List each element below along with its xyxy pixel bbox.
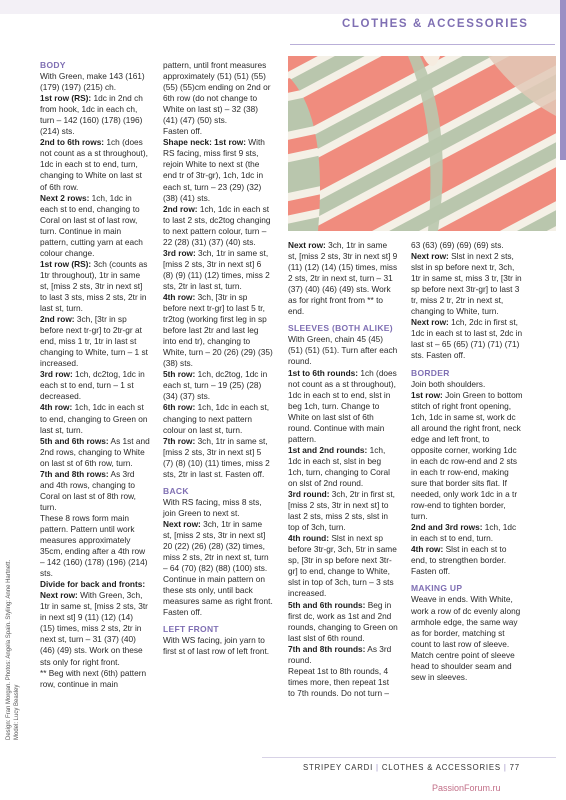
pattern-paragraph [40,513,150,579]
instruction-text: 63 (63) (69) (69) (69) sts. [411,240,504,250]
instruction-text: 1ch, 1dc in each st, changing to next pattern colour on last st, turn. [163,402,270,435]
footer-divider [262,757,556,758]
pattern-paragraph [40,590,150,667]
instruction-text: Join both shoulders. [411,378,486,389]
section-heading: SLEEVES (BOTH ALIKE) [288,323,393,334]
row-label: 1st and 2nd rounds: [288,444,368,455]
instruction-text: 3ch, 1tr in same st, [miss 2 sts, 3tr in next st] 20 (22) (26) (28) (32) times, miss 2 sts, 2tr in next st, turn – 64 (70) (82) (88) (100) sts. Continue in main pattern on these sts only, until back measures same as right front. Fasten off. [163,518,273,618]
column-3 [288,240,398,699]
instruction-text: 1ch, 1dc in each st to end, changing to Coral on last st of last row, turn. Continue in main pattern, cutting yarn at each colour change. [40,192,143,258]
row-label: 7th row: [163,435,196,446]
pattern-paragraph [288,533,398,599]
pattern-paragraph [40,193,150,259]
row-label: 7th and 8th rounds: [288,643,366,654]
header-divider [290,44,555,45]
pattern-paragraph [288,334,398,367]
instruction-text: pattern, until front measures approximately (51) (51) (55) (55) (55)cm ending on 2nd or 6th row (do not change to White on last st) – 32 (38) (41) (47) (50) sts. [163,60,271,126]
column-1 [40,60,150,690]
row-label: 4th row: [411,544,444,555]
row-label: 2nd and 3rd rows: [411,522,483,533]
instruction-text: Fasten off. [163,126,203,137]
cardigan-photo [288,56,556,231]
row-label: 3rd round: [288,489,330,500]
pattern-paragraph [40,579,150,590]
footer-magazine: STRIPEY CARDI [303,763,374,772]
pattern-paragraph [411,594,523,682]
row-label: Next row: [411,317,449,328]
instruction-text: With Green, 3ch, 1tr in same st, [miss 2 sts, 3tr in next st] 9 (11) (12) (14) (15) times, miss 2 sts, 2tr in next st, turn – 31 (37) (40) (46) (49) sts. Work on these sts only for right front. [40,590,148,667]
page-footer [303,763,520,772]
top-band [0,0,566,14]
row-label: 3rd row: [163,247,196,258]
pattern-paragraph [163,635,273,657]
section-heading: MAKING UP [411,583,463,594]
row-label: Next 2 rows: [40,192,90,203]
pattern-paragraph [163,402,273,435]
pattern-paragraph [163,519,273,618]
row-label: 5th and 6th rows: [40,435,109,446]
instruction-text: 3ch, 1tr in same st, [miss 2 sts, 3tr in next st] 5 (7) (8) (10) (11) times, miss 2 sts, 2tr in last st. Fasten off. [163,435,270,479]
instruction-text: 3ch, 2tr in first st, [miss 2 sts, 3tr in next st] to last 2 sts, miss 2 sts, slst in top of 3ch, turn. [288,489,395,533]
striped-cardigan-illustration [288,56,556,231]
instruction-text: 3ch, [3tr in sp before next tr-gr] to 2tr-gr at end, miss 1 tr, 1tr in last st changing to White, turn – 1 st increased. [40,314,148,369]
pattern-paragraph [411,390,523,523]
watermark: PassionForum.ru [432,783,501,793]
instruction-text: 1ch, dc2tog, 1dc in each st to end, turn – 1 st decreased. [40,369,145,402]
instruction-text: Join Green to bottom stitch of right front opening, 1ch, 1dc in same st, work dc all around the right front, neck edge and left front, to opposite corner, working 1dc in each dc row-end and 2 sts in each tr row-end, making sure that border sits flat. If needed, only work 1dc in a tr row-end to tighten border, turn. [411,389,523,522]
pattern-paragraph [163,497,273,519]
row-label: Divide for back and fronts: [40,579,146,590]
row-label: 6th row: [163,402,196,413]
instruction-text: 1ch, 1dc in each st to last 2 sts, dc2tog changing to next pattern colour, turn – 22 (28) (31) (37) (40) sts. [163,203,271,247]
pattern-paragraph [40,668,150,690]
pattern-paragraph [288,489,398,533]
row-label: 4th row: [40,402,73,413]
row-label: 1st row (RS): [40,258,92,269]
pattern-paragraph [163,436,273,480]
instruction-text: With Green, make 143 (161) (179) (197) (215) ch. [40,71,145,93]
pattern-paragraph [40,71,150,93]
page-number: 77 [509,763,520,772]
column-2 [163,60,273,657]
instruction-text: 1ch (does not count as a st throughout), 1dc in each st to end, turn, changing to White on last st of 6th row. [40,137,148,192]
instruction-text: As 3rd and 4th rows, changing to Coral on last st of 8th row, turn. [40,468,136,512]
pattern-paragraph [288,240,398,317]
instruction-text: As 3rd round. [288,643,392,665]
instruction-text: With WS facing, join yarn to first st of last row of left front. [163,635,270,657]
row-label: 5th row: [163,369,196,380]
section-heading: LEFT FRONT [163,624,219,635]
row-label: 5th and 6th rounds: [288,599,366,610]
row-label: 4th row: [163,291,196,302]
instruction-text: 1ch (does not count as a st throughout), 1dc in each st to end, slst in beg 1ch, turn. Change to White on last slst of 6th round. Continue with main pattern. [288,367,397,444]
pattern-paragraph [411,522,523,544]
section-heading: BACK [163,485,189,496]
row-label: Shape neck: 1st row: [163,137,246,148]
instruction-text: 3ch, 1tr in same st, [miss 2 sts, 3tr in next st] 9 (11) (12) (14) (15) times, miss 2 sts, 2tr in next st, turn – 31 (37) (40) (46) (49) sts. Work as for right front from ** to end. [288,240,398,317]
pattern-paragraph [163,292,273,369]
section-heading: BODY [40,60,66,70]
instruction-text: Slst in next sp before 3tr-gr, 3ch, 5tr in same sp, [3tr in sp before next 3tr-gr] to end, change to White, slst in top of 3ch, turn – 3 sts increased. [288,533,397,599]
row-label: 1st to 6th rounds: [288,367,359,378]
row-label: 1st row (RS): [40,93,92,104]
credit-line-2: Model: Lucy Beasley [14,684,20,740]
row-label: 2nd row: [40,314,75,325]
pattern-paragraph [411,317,523,361]
pattern-paragraph [40,369,150,402]
pattern-paragraph [288,644,398,666]
row-label: 3rd row: [40,369,73,380]
pattern-paragraph [40,93,150,137]
section-title: CLOTHES & ACCESSORIES [342,18,529,30]
row-label: 1st row: [411,389,443,400]
row-label: 2nd row: [163,203,198,214]
row-label: 2nd to 6th rows: [40,137,105,148]
instruction-text: As 1st and 2nd rows, changing to White on last st of 6th row, turn. [40,435,150,468]
pattern-paragraph [288,600,398,644]
pattern-paragraph [411,251,523,317]
instruction-text: These 8 rows form main pattern. Pattern until work measures approximately 35cm, ending after a 4th row – 142 (160) (178) (196) (214) sts. [40,512,148,579]
instruction-text: With Green, chain 45 (45) (51) (51) (51). Turn after each round. [288,334,398,367]
instruction-text: Repeat 1st to 8th rounds, 4 times more, then repeat 1st to 7th rounds. Do not turn – [288,665,390,698]
instruction-text: 1ch, dc2tog, 1dc in each st, turn – 19 (25) (28) (34) (37) sts. [163,369,268,402]
instruction-text: 1ch, 1dc in each st to end, changing to Green on last st, turn. [40,402,148,435]
instruction-text: With RS facing, miss first 9 sts, rejoin White to next st (the end tr of 3tr-gr), 1ch, 1dc in each st, turn – 23 (29) (32) (38) (41) sts. [163,137,265,203]
pattern-paragraph [288,445,398,489]
instruction-text: Slst in each st to end, to strengthen border. Fasten off. [411,544,507,577]
page-edge-accent [560,0,566,160]
instruction-text: 1ch, 2dc in first st, 1dc in each st to last st, 2dc in last st – 65 (65) (71) (71) (71) sts. Fasten off. [411,317,523,361]
column-4 [411,240,523,683]
pattern-paragraph [163,60,273,126]
instruction-text: Slst in next 2 sts, slst in sp before next tr, 3ch, 1tr in same st, miss 3 tr, [3tr in sp before next 3tr-gr] to last 3 tr, miss 2 tr, 2tr in next st, changing to White, turn. [411,251,522,317]
photo-credits [6,540,38,740]
instruction-text: Weave in ends. With White, work a row of dc evenly along armhole edge, the same way as for border, matching st count to last row of sleeve. Match centre point of sleeve head to shoulder seam and sew in sleeves. [411,594,521,682]
instruction-text: ** Beg with next (6th) pattern row, continue in main [40,667,147,689]
pattern-paragraph [163,126,273,137]
pattern-paragraph [40,436,150,469]
instruction-text: 1dc in 2nd ch from hook, 1dc in each ch, turn – 142 (160) (178) (196) (214) sts. [40,93,143,137]
instruction-text: With RS facing, miss 8 sts, join Green to next st. [163,496,262,518]
row-label: Next row: [288,240,326,250]
pattern-paragraph [411,379,523,390]
instruction-text: 3ch (counts as 1tr throughout), 1tr in same st, [miss 2 sts, 3tr in next st] to last 3 sts, miss 2 sts, 2tr in last st, turn. [40,258,148,314]
section-heading: BORDER [411,367,450,378]
pattern-paragraph [163,204,273,248]
pattern-paragraph [40,314,150,369]
instruction-text: Beg in first dc, work as 1st and 2nd rounds, changing to Green on last slst of 6th round. [288,599,398,643]
instruction-text: 3ch, [3tr in sp before next tr-gr] to last 5 tr, tr2tog (working first leg in sp before last 2tr and last leg into end tr), changing to White, turn – 20 (26) (29) (35) (38) sts. [163,291,273,369]
pattern-paragraph [288,666,398,699]
pattern-paragraph [288,368,398,445]
credit-line-1: Design: Fran Morgan. Photos: Angela Spain. Styling: Anne Hartnett. [6,559,12,740]
instruction-text: 3ch, 1tr in same st, [miss 2 sts, 3tr in next st] 6 (8) (9) (11) (12) times, miss 2 sts, 2tr in last st, turn. [163,247,270,291]
footer-separator: | [376,763,379,772]
pattern-paragraph [40,402,150,435]
pattern-paragraph [40,137,150,192]
pattern-paragraph [163,248,273,292]
instruction-text: 1ch, 1dc in each st to end, turn. [411,522,517,544]
pattern-paragraph [40,259,150,314]
pattern-paragraph [411,544,523,577]
row-label: 4th round: [288,533,330,544]
footer-separator: | [503,763,507,772]
pattern-paragraph [40,469,150,513]
pattern-paragraph [163,369,273,402]
row-label: Next row: [40,590,78,601]
row-label: Next row: [411,251,449,262]
pattern-paragraph [163,137,273,203]
footer-section: CLOTHES & ACCESSORIES [381,763,501,772]
pattern-paragraph [411,240,523,251]
row-label: Next row: [163,518,201,529]
instruction-text: 1ch, 1dc in each st, slst in beg 1ch, turn, changing to Coral on slst of 2nd round. [288,444,390,488]
row-label: 7th and 8th rows: [40,468,109,479]
